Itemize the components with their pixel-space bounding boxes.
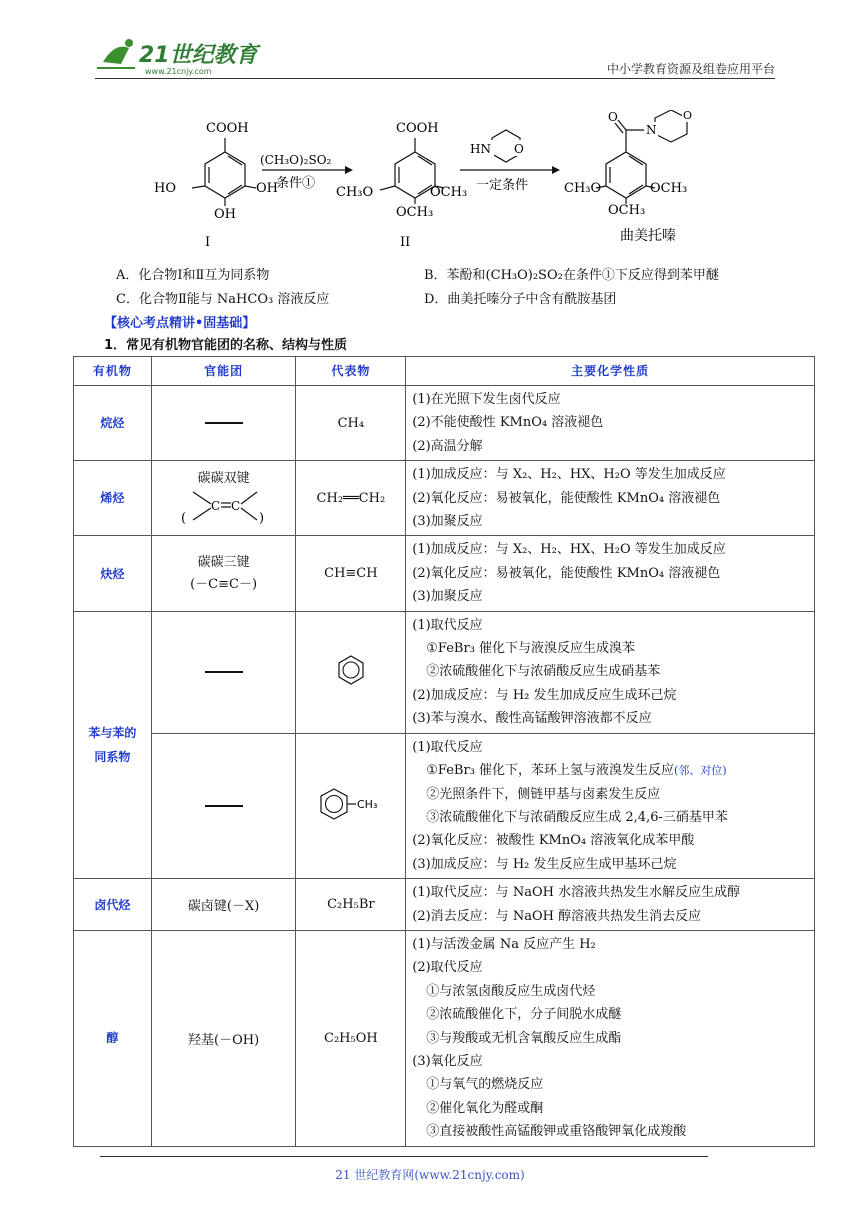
svg-text:COOH: COOH — [206, 121, 249, 136]
category-haloalkane: 卤代烃 — [74, 879, 152, 931]
functional-group-halide: 碳卤键(－X) — [151, 879, 296, 931]
position-note: (邻、对位) — [674, 764, 727, 778]
page-footer: 21 世纪教育网(www.21cnjy.com) — [335, 1168, 525, 1182]
benzene-ring-icon — [335, 654, 367, 686]
header-divider — [95, 78, 775, 79]
functional-group-none — [151, 733, 296, 878]
site-logo — [95, 34, 265, 76]
header-representative: 代表物 — [296, 357, 406, 386]
category-alkene: 烯烃 — [74, 461, 152, 536]
compound-2 — [336, 121, 467, 250]
reaction-arrow-2 — [460, 130, 560, 193]
svg-text:O: O — [683, 110, 693, 122]
svg-text:N: N — [646, 123, 657, 137]
svg-text:O: O — [608, 110, 618, 124]
svg-text:C: C — [210, 498, 220, 513]
svg-text:HN: HN — [470, 142, 491, 156]
properties-alcohol: (1)与活泼金属 Na 反应产生 H₂ (2)取代反应 ①与浓氢卤酸反应生成卤代烃 ②浓硫酸催化下，分子间脱水成醚 ③与羧酸或无机含氧酸反应生成酯 (3)氧化反应 ①与氧气的燃烧反应 ②催化氧化为醛或酮 ③直接被酸性高锰酸钾或重铬酸钾氧化成羧酸 — [406, 930, 815, 1146]
svg-text:COOH: COOH — [396, 121, 439, 136]
subsection-title: 1．常见有机物官能团的名称、结构与性质 — [104, 338, 348, 353]
svg-text:(: ( — [180, 510, 186, 526]
functional-group-none — [151, 386, 296, 461]
svg-text:I: I — [205, 235, 211, 250]
table-row — [74, 536, 815, 611]
section-title: 【核心考点精讲•固基础】 — [104, 316, 256, 331]
svg-text:条件①: 条件① — [276, 176, 316, 191]
svg-text:CH₃: CH₃ — [356, 797, 378, 811]
category-alkyne: 炔烃 — [74, 536, 152, 611]
properties-alkyne: (1)加成反应：与 X₂、H₂、HX、H₂O 等发生加成反应 (2)氧化反应：易被氧化，能使酸性 KMnO₄ 溶液褪色 (3)加聚反应 — [406, 536, 815, 611]
category-benzene: 苯与苯的 同系物 — [74, 611, 152, 878]
svg-text:(CH₃O)₂SO₂: (CH₃O)₂SO₂ — [260, 153, 332, 167]
properties-benzene: (1)取代反应 ①FeBr₃ 催化下与液溴反应生成溴苯 ②浓硫酸催化下与浓硝酸反应生成硝基苯 (2)加成反应：与 H₂ 发生加成反应生成环己烷 (3)苯与溴水、酸性高锰酸钾溶液都不反应 — [406, 611, 815, 733]
option-a: A．化合物Ⅰ和Ⅱ互为同系物 — [116, 268, 270, 283]
representative-ethene: CH₂══CH₂ — [296, 461, 406, 536]
properties-haloalkane: (1)取代反应：与 NaOH 水溶液共热发生水解反应生成醇 (2)消去反应：与 NaOH 醇溶液共热发生消去反应 — [406, 879, 815, 931]
svg-text:O: O — [514, 142, 524, 156]
svg-text:OCH₃: OCH₃ — [608, 203, 646, 218]
logo-url: www.21cnjy.com — [145, 67, 212, 76]
svg-text:CH₃O: CH₃O — [564, 181, 602, 196]
option-b: B．苯酚和(CH₃O)₂SO₂在条件①下反应得到苯甲醚 — [424, 268, 719, 283]
properties-toluene: (1)取代反应 ①FeBr₃ 催化下，苯环上氢与液溴发生反应(邻、对位) ②光照条件下，侧链甲基与卤素发生反应 ③浓硫酸催化下与浓硝酸反应生成 2,4,6-三硝基甲苯 (2)氧化反应：被酸性 KMnO₄ 溶液氧化成苯甲酸 (3)加成反应：与 H₂ 发生反应生成甲基环己烷 — [406, 733, 815, 878]
table-row — [74, 733, 815, 878]
compound-1 — [154, 121, 278, 250]
option-d: D．曲美托嗪分子中含有酰胺基团 — [424, 292, 617, 307]
header-functional-group: 官能团 — [151, 357, 296, 386]
footer-divider — [100, 1156, 708, 1157]
svg-text:C: C — [230, 498, 240, 513]
svg-text:一定条件: 一定条件 — [476, 178, 529, 193]
functional-group-alkyne: 碳碳三键 (－C≡C－) — [151, 536, 296, 611]
header-organic: 有机物 — [74, 357, 152, 386]
representative-benzene — [296, 611, 406, 733]
compound-product — [564, 110, 696, 244]
functional-group-hydroxyl: 羟基(－OH) — [151, 930, 296, 1146]
table-row — [74, 386, 815, 461]
representative-ethyne: CH≡CH — [296, 536, 406, 611]
svg-text:OH: OH — [256, 181, 278, 196]
svg-text:曲美托嗪: 曲美托嗪 — [620, 228, 676, 244]
properties-alkene: (1)加成反应：与 X₂、H₂、HX、H₂O 等发生加成反应 (2)氧化反应：易被氧化，能使酸性 KMnO₄ 溶液褪色 (3)加聚反应 — [406, 461, 815, 536]
svg-text:HO: HO — [154, 181, 176, 196]
functional-group-alkene: 碳碳双键 ( C C ) — [151, 461, 296, 536]
category-alcohol: 醇 — [74, 930, 152, 1146]
toluene-structure-icon — [316, 786, 386, 822]
svg-text:OH: OH — [214, 207, 236, 222]
properties-alkane: (1)在光照下发生卤代反应 (2)不能使酸性 KMnO₄ 溶液褪色 (2)高温分解 — [406, 386, 815, 461]
answer-options — [116, 264, 816, 308]
logo-text: 21世纪教育 — [139, 43, 258, 68]
double-bond-structure-icon — [179, 486, 269, 526]
table-row — [74, 879, 815, 931]
svg-text:OCH₃: OCH₃ — [650, 181, 688, 196]
table-row — [74, 930, 815, 1146]
representative-bromoethane: C₂H₅Br — [296, 879, 406, 931]
header-properties: 主要化学性质 — [406, 357, 815, 386]
category-alkane: 烷烃 — [74, 386, 152, 461]
platform-title: 中小学教育资源及组卷应用平台 — [606, 62, 775, 76]
representative-ch4: CH₄ — [296, 386, 406, 461]
option-c: C．化合物Ⅱ能与 NaHCO₃ 溶液反应 — [116, 292, 330, 307]
functional-group-none — [151, 611, 296, 733]
svg-text:CH₃O: CH₃O — [336, 185, 374, 200]
representative-toluene — [296, 733, 406, 878]
representative-ethanol: C₂H₅OH — [296, 930, 406, 1146]
svg-text:OCH₃: OCH₃ — [430, 185, 468, 200]
table-row — [74, 611, 815, 733]
page-header — [95, 34, 775, 78]
reaction-scheme — [150, 110, 730, 260]
table-row — [74, 461, 815, 536]
svg-text:II: II — [400, 235, 411, 250]
svg-text:OCH₃: OCH₃ — [396, 205, 434, 220]
svg-text:): ) — [258, 510, 264, 526]
functional-group-table — [73, 356, 815, 1147]
table-header-row — [74, 357, 815, 386]
